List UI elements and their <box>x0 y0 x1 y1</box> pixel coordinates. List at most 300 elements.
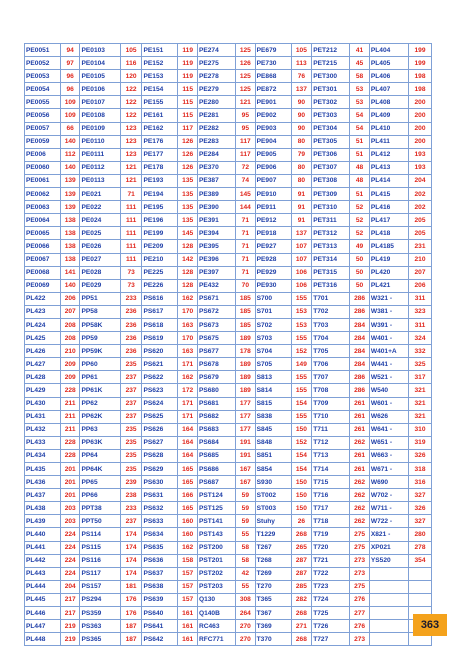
part-code-cell: PS638 <box>142 580 178 593</box>
part-code-cell: W441 - <box>369 358 408 371</box>
page-ref-cell: 200 <box>409 96 432 109</box>
page-ref-cell: 332 <box>409 345 432 358</box>
page-ref-cell: 58 <box>236 541 256 554</box>
part-code-cell: PL433 <box>25 436 61 449</box>
part-code-cell: PL428 <box>25 371 61 384</box>
part-code-cell: PS636 <box>142 554 178 567</box>
page-ref-cell: 231 <box>409 240 432 253</box>
part-code-cell: PS677 <box>197 345 235 358</box>
part-code-cell: PL441 <box>25 541 61 554</box>
part-code-cell: PL440 <box>25 528 61 541</box>
page-ref-cell: 207 <box>60 305 80 318</box>
part-code-cell: PE0063 <box>25 201 61 214</box>
page-ref-cell: 165 <box>178 502 198 515</box>
page-ref-cell: 139 <box>60 188 80 201</box>
part-code-cell: PPT50 <box>80 515 120 528</box>
part-code-cell: PE279 <box>197 83 235 96</box>
page-ref-cell: 211 <box>60 397 80 410</box>
part-code-cell: PP61K <box>80 384 120 397</box>
page-ref-cell: 55 <box>236 528 256 541</box>
page-ref-cell: 140 <box>60 135 80 148</box>
part-code-cell: PS640 <box>142 607 178 620</box>
page-ref-cell: 321 <box>409 410 432 423</box>
page-ref-cell: 164 <box>178 449 198 462</box>
part-code-cell: T370 <box>255 633 291 646</box>
part-code-cell: PE390 <box>197 201 235 214</box>
page-ref-cell: 71 <box>236 266 256 279</box>
page-ref-cell: 178 <box>236 345 256 358</box>
part-code-cell: W540 <box>369 384 408 397</box>
page-ref-cell: 185 <box>236 318 256 331</box>
part-code-cell: PE0069 <box>25 279 61 292</box>
table-row <box>25 240 432 253</box>
page-ref-cell: 193 <box>409 161 432 174</box>
page-ref-cell: 59 <box>236 515 256 528</box>
page-ref-cell: 233 <box>120 502 142 515</box>
part-code-cell: PS680 <box>197 384 235 397</box>
page-ref-cell: 310 <box>409 423 432 436</box>
page-ref-cell: 122 <box>120 96 142 109</box>
part-code-cell: PS294 <box>80 593 120 606</box>
page-ref-cell: 154 <box>291 449 312 462</box>
page-ref-cell: 276 <box>350 620 370 633</box>
part-code-cell: PS619 <box>142 332 178 345</box>
part-code-cell: PP66 <box>80 489 120 502</box>
page-ref-cell: 205 <box>409 227 432 240</box>
part-code-cell: PE432 <box>197 279 235 292</box>
page-ref-cell: 174 <box>120 541 142 554</box>
page-ref-cell: 54 <box>350 109 370 122</box>
part-code-cell: PL445 <box>25 593 61 606</box>
page-ref-cell: 53 <box>350 83 370 96</box>
part-code-cell: PS671 <box>197 292 235 305</box>
page-ref-cell: 200 <box>409 122 432 135</box>
part-code-cell: W401+A <box>369 345 408 358</box>
page-ref-cell: 26 <box>291 515 312 528</box>
page-ref-cell: 286 <box>350 371 370 384</box>
part-code-cell: PL418 <box>369 227 408 240</box>
part-code-cell: PE284 <box>197 148 235 161</box>
part-code-cell: PS629 <box>142 463 178 476</box>
page-ref-cell: 155 <box>291 410 312 423</box>
part-code-cell: T716 <box>312 489 350 502</box>
page-ref-cell: 235 <box>120 423 142 436</box>
part-code-cell: T269 <box>255 567 291 580</box>
table-row <box>25 305 432 318</box>
page-ref-cell: 90 <box>291 109 312 122</box>
page-ref-cell: 167 <box>236 463 256 476</box>
part-code-cell: PS673 <box>197 318 235 331</box>
page-ref-cell: 111 <box>120 214 142 227</box>
part-code-cell: PS630 <box>142 476 178 489</box>
page-ref-cell: 270 <box>236 633 256 646</box>
part-code-cell: PP58 <box>80 305 120 318</box>
part-code-cell: PE905 <box>255 148 291 161</box>
part-code-cell: PL447 <box>25 620 61 633</box>
page-ref-cell <box>409 567 432 580</box>
part-code-cell: PL425 <box>25 332 61 345</box>
part-code-cell: W391 - <box>369 318 408 331</box>
part-code-cell: PP63K <box>80 436 120 449</box>
page-ref-cell: 206 <box>60 292 80 305</box>
part-code-cell: PS365 <box>80 633 120 646</box>
part-code-cell: S700 <box>255 292 291 305</box>
page-ref-cell: 107 <box>291 240 312 253</box>
part-code-cell: PE370 <box>197 161 235 174</box>
part-code-cell <box>369 593 408 606</box>
page-ref-cell: 209 <box>60 358 80 371</box>
part-code-cell: T718 <box>312 515 350 528</box>
part-code-cell: PL430 <box>25 397 61 410</box>
part-code-cell: PE226 <box>142 279 178 292</box>
part-code-cell: PS117 <box>80 567 120 580</box>
page-ref-cell: 160 <box>178 528 198 541</box>
part-code-cell: W702 - <box>369 489 408 502</box>
part-code-cell: PS642 <box>142 633 178 646</box>
part-code-cell: S704 <box>255 345 291 358</box>
page-ref-cell: 79 <box>291 148 312 161</box>
part-code-cell: PET309 <box>312 188 350 201</box>
page-ref-cell: 90 <box>291 96 312 109</box>
part-code-cell: PE901 <box>255 96 291 109</box>
part-code-cell: PL407 <box>369 83 408 96</box>
page-ref-cell: 200 <box>409 109 432 122</box>
page-ref-cell: 139 <box>60 174 80 187</box>
part-code-cell: PS359 <box>80 607 120 620</box>
part-code-cell: S854 <box>255 463 291 476</box>
page-ref-cell: 285 <box>291 580 312 593</box>
part-code-cell: PST200 <box>197 541 235 554</box>
page-ref-cell: 91 <box>291 214 312 227</box>
part-code-cell: PS672 <box>197 305 235 318</box>
page-ref-cell <box>409 593 432 606</box>
page-number: 363 <box>413 614 447 636</box>
part-code-cell: PE910 <box>255 188 291 201</box>
part-code-cell: Q140B <box>197 607 235 620</box>
page-ref-cell: 138 <box>60 253 80 266</box>
part-code-cell: PE912 <box>255 214 291 227</box>
part-code-cell: PE0107 <box>80 96 120 109</box>
part-code-cell: PE389 <box>197 188 235 201</box>
page-ref-cell: 236 <box>120 332 142 345</box>
table-row <box>25 266 432 279</box>
page-ref-cell: 199 <box>409 57 432 70</box>
part-code-cell: PE024 <box>80 214 120 227</box>
table-row <box>25 227 432 240</box>
part-code-cell: ST003 <box>255 502 291 515</box>
page-ref-cell: 113 <box>291 57 312 70</box>
page-ref-cell: 157 <box>178 593 198 606</box>
part-code-cell: PE155 <box>142 96 178 109</box>
page-ref-cell: 209 <box>60 371 80 384</box>
part-code-cell: PST143 <box>197 528 235 541</box>
part-code-cell: T1229 <box>255 528 291 541</box>
page-ref-cell: 189 <box>236 332 256 345</box>
part-code-cell: PE283 <box>197 135 235 148</box>
page-ref-cell: 52 <box>350 227 370 240</box>
page-ref-cell: 207 <box>409 266 432 279</box>
page-ref-cell: 94 <box>60 44 80 57</box>
page-ref-cell: 204 <box>409 174 432 187</box>
page-ref-cell: 181 <box>120 580 142 593</box>
table-row <box>25 70 432 83</box>
page-ref-cell: 270 <box>236 620 256 633</box>
page-ref-cell: 284 <box>350 345 370 358</box>
part-code-cell: PET215 <box>312 57 350 70</box>
part-code-cell: PE021 <box>80 188 120 201</box>
page-ref-cell: 111 <box>120 240 142 253</box>
table-row <box>25 345 432 358</box>
part-code-cell: PL408 <box>369 96 408 109</box>
part-code-cell: PE0056 <box>25 109 61 122</box>
table-row <box>25 109 432 122</box>
page-ref-cell: 73 <box>120 279 142 292</box>
page-ref-cell: 162 <box>178 371 198 384</box>
table-row <box>25 384 432 397</box>
part-code-cell: PST141 <box>197 515 235 528</box>
page-ref-cell: 177 <box>236 397 256 410</box>
page-ref-cell: 276 <box>350 593 370 606</box>
part-code-cell: PE225 <box>142 266 178 279</box>
page-ref-cell: 219 <box>60 620 80 633</box>
part-code-cell: PP63 <box>80 423 120 436</box>
page-ref-cell: 210 <box>60 345 80 358</box>
page-ref-cell: 327 <box>409 489 432 502</box>
part-code-cell: T709 <box>312 397 350 410</box>
page-ref-cell: 71 <box>120 188 142 201</box>
page-ref-cell: 308 <box>236 593 256 606</box>
part-code-cell: T267 <box>255 541 291 554</box>
page-ref-cell: 119 <box>178 57 198 70</box>
page-ref-cell: 236 <box>120 305 142 318</box>
page-ref-cell: 142 <box>178 253 198 266</box>
part-code-cell: PS633 <box>142 515 178 528</box>
table-row <box>25 410 432 423</box>
part-code-cell: T708 <box>312 384 350 397</box>
page-ref-cell: 162 <box>178 292 198 305</box>
part-code-cell: S814 <box>255 384 291 397</box>
part-code-cell: PL427 <box>25 358 61 371</box>
part-code-cell: PP64 <box>80 449 120 462</box>
page-ref-cell: 161 <box>178 607 198 620</box>
page-ref-cell: 70 <box>236 279 256 292</box>
page-ref-cell: 235 <box>120 449 142 462</box>
page-ref-cell: 286 <box>350 384 370 397</box>
part-code-cell: PE025 <box>80 227 120 240</box>
page-ref-cell: 150 <box>291 423 312 436</box>
table-row <box>25 135 432 148</box>
page-ref-cell: 150 <box>291 489 312 502</box>
page-ref-cell: 287 <box>291 554 312 567</box>
page-ref-cell: 42 <box>236 567 256 580</box>
part-code-cell: PL410 <box>369 122 408 135</box>
page-ref-cell: 271 <box>291 620 312 633</box>
part-code-cell: PE0066 <box>25 240 61 253</box>
page-ref-cell: 116 <box>120 57 142 70</box>
part-code-cell: PE930 <box>255 279 291 292</box>
part-code-cell: PET310 <box>312 201 350 214</box>
table-row <box>25 57 432 70</box>
table-row <box>25 279 432 292</box>
part-code-cell: PS114 <box>80 528 120 541</box>
part-code-cell: PE0059 <box>25 135 61 148</box>
part-code-cell: PL420 <box>369 266 408 279</box>
part-code-cell: PL4185 <box>369 240 408 253</box>
page-ref-cell: 282 <box>291 593 312 606</box>
part-code-cell: PS626 <box>142 423 178 436</box>
part-code-cell: PE904 <box>255 135 291 148</box>
part-code-cell: T722 <box>312 567 350 580</box>
page-ref-cell: 161 <box>178 620 198 633</box>
part-code-cell: PET313 <box>312 240 350 253</box>
page-ref-cell: 217 <box>60 607 80 620</box>
part-code-cell: PS635 <box>142 541 178 554</box>
page-ref-cell: 115 <box>178 109 198 122</box>
page-ref-cell: 189 <box>236 384 256 397</box>
page-ref-cell: 327 <box>409 515 432 528</box>
page-ref-cell: 164 <box>178 423 198 436</box>
page-ref-cell: 171 <box>178 358 198 371</box>
part-code-cell: S838 <box>255 410 291 423</box>
part-code-cell: PS627 <box>142 436 178 449</box>
page-ref-cell: 235 <box>120 463 142 476</box>
part-code-cell: S701 <box>255 305 291 318</box>
part-code-cell: PE210 <box>142 253 178 266</box>
page-ref-cell: 319 <box>409 436 432 449</box>
page-ref-cell: 71 <box>236 253 256 266</box>
part-code-cell: PS116 <box>80 554 120 567</box>
table-row <box>25 633 432 646</box>
part-code-cell: Q130 <box>197 593 235 606</box>
part-code-cell: PS675 <box>197 332 235 345</box>
page-ref-cell: 193 <box>409 148 432 161</box>
page-ref-cell: 262 <box>350 515 370 528</box>
page-ref-cell: 95 <box>236 109 256 122</box>
page-ref-cell: 153 <box>291 305 312 318</box>
part-code-cell: PE0053 <box>25 70 61 83</box>
part-code-cell: PE029 <box>80 279 120 292</box>
part-code-cell: T268 <box>255 554 291 567</box>
page-ref-cell: 59 <box>236 502 256 515</box>
part-code-cell: PE153 <box>142 70 178 83</box>
part-code-cell: PL421 <box>369 279 408 292</box>
part-code-cell: PS686 <box>197 463 235 476</box>
page-ref-cell: 140 <box>60 279 80 292</box>
page-ref-cell: 119 <box>178 44 198 57</box>
page-ref-cell: 277 <box>350 607 370 620</box>
part-code-cell: PE162 <box>142 122 178 135</box>
part-code-cell: PL448 <box>25 633 61 646</box>
part-code-cell: PE275 <box>197 57 235 70</box>
page-ref-cell: 323 <box>409 305 432 318</box>
part-code-cell: PS682 <box>197 410 235 423</box>
part-code-cell: T703 <box>312 318 350 331</box>
part-code-cell: W321 - <box>369 292 408 305</box>
part-code-cell: T365 <box>255 593 291 606</box>
page-ref-cell: 208 <box>60 318 80 331</box>
page-ref-cell: 326 <box>409 449 432 462</box>
page-ref-cell: 138 <box>60 214 80 227</box>
table-row <box>25 554 432 567</box>
table-row <box>25 201 432 214</box>
page-ref-cell: 321 <box>409 384 432 397</box>
page-ref-cell: 174 <box>120 554 142 567</box>
page-ref-cell: 160 <box>178 515 198 528</box>
part-code-cell: PE209 <box>142 240 178 253</box>
page-ref-cell: 311 <box>409 318 432 331</box>
page-ref-cell: 275 <box>350 580 370 593</box>
page-ref-cell: 121 <box>120 161 142 174</box>
page-ref-cell: 191 <box>236 436 256 449</box>
page-ref-cell: 73 <box>120 266 142 279</box>
page-ref-cell: 149 <box>291 358 312 371</box>
page-ref-cell: 123 <box>120 148 142 161</box>
page-ref-cell: 261 <box>350 410 370 423</box>
page-ref-cell: 262 <box>350 489 370 502</box>
parts-index-body <box>25 44 432 646</box>
part-code-cell: T715 <box>312 476 350 489</box>
page-ref-cell: 52 <box>350 201 370 214</box>
page-ref-cell: 273 <box>350 567 370 580</box>
part-code-cell: PL446 <box>25 607 61 620</box>
part-code-cell: PST125 <box>197 502 235 515</box>
page-ref-cell: 171 <box>178 410 198 423</box>
table-row <box>25 332 432 345</box>
page-ref-cell: 106 <box>291 279 312 292</box>
table-row <box>25 607 432 620</box>
part-code-cell: PL444 <box>25 580 61 593</box>
page-ref-cell: 261 <box>350 423 370 436</box>
part-code-cell: PE395 <box>197 240 235 253</box>
page-ref-cell: 189 <box>236 371 256 384</box>
part-code-cell <box>369 633 408 646</box>
part-code-cell: PE0051 <box>25 44 61 57</box>
page-ref-cell: 72 <box>236 161 256 174</box>
page-ref-cell: 189 <box>236 358 256 371</box>
part-code-cell: W663 - <box>369 449 408 462</box>
part-code-cell: PE280 <box>197 96 235 109</box>
part-code-cell: PET305 <box>312 135 350 148</box>
page-ref-cell: 325 <box>409 358 432 371</box>
parts-index-table <box>24 43 432 646</box>
page-ref-cell: 50 <box>350 253 370 266</box>
table-row <box>25 567 432 580</box>
part-code-cell: PE397 <box>197 266 235 279</box>
part-code-cell: T270 <box>255 580 291 593</box>
part-code-cell: T712 <box>312 436 350 449</box>
part-code-cell: PL429 <box>25 384 61 397</box>
page-ref-cell: 286 <box>350 305 370 318</box>
page-ref-cell: 261 <box>350 463 370 476</box>
part-code-cell: PE0054 <box>25 83 61 96</box>
part-code-cell: PE0067 <box>25 253 61 266</box>
part-code-cell: PE911 <box>255 201 291 214</box>
page-ref-cell: 203 <box>60 515 80 528</box>
part-code-cell: T719 <box>312 528 350 541</box>
part-code-cell: PET304 <box>312 122 350 135</box>
part-code-cell: PET302 <box>312 96 350 109</box>
part-code-cell: PS634 <box>142 528 178 541</box>
part-code-cell: PET301 <box>312 83 350 96</box>
page-ref-cell: 237 <box>120 410 142 423</box>
part-code-cell: PET306 <box>312 148 350 161</box>
page-ref-cell: 117 <box>236 148 256 161</box>
part-code-cell: W626 <box>369 410 408 423</box>
part-code-cell: PET315 <box>312 266 350 279</box>
table-row <box>25 423 432 436</box>
part-code-cell: PE0109 <box>80 122 120 135</box>
part-code-cell: PL416 <box>369 201 408 214</box>
